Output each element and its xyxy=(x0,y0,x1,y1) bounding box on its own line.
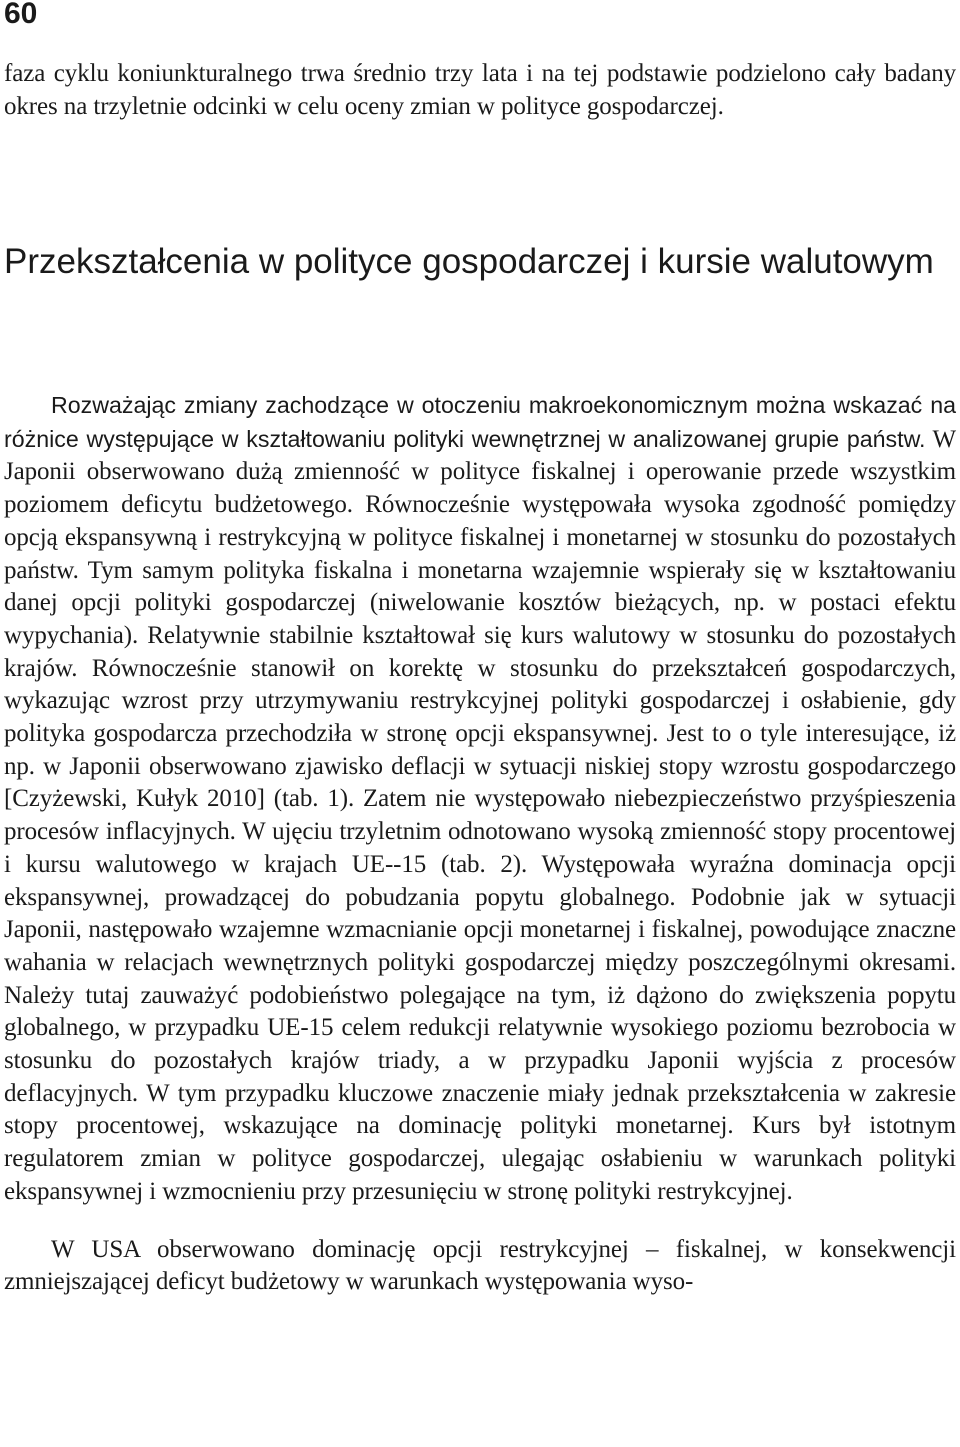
body-paragraph-sans-run: Rozważając zmiany zachodzące w otoczeniu makroekonomicznym można wskazać na różnice występujące w kształtowaniu polityki wewnętrznej w analizowanej grupie państw. xyxy=(4,392,956,452)
body-paragraph xyxy=(4,1234,956,1299)
body-paragraph-serif-run: W USA obserwowano dominację opcji restrykcyjnej – fiskalnej, w konsekwencji zmniejszającej deficyt budżetowy w warunkach występowania wyso- xyxy=(4,1235,956,1296)
section-heading: Przekształcenia w polityce gospodarczej i kursie walutowym xyxy=(4,242,934,281)
intro-paragraph: faza cyklu koniunkturalnego trwa średnio trzy lata i na tej podstawie podzielono cały badany okres na trzyletnie odcinki w celu oceny zmian w polityce gospodarczej. xyxy=(4,60,956,120)
page-number: 60 xyxy=(4,0,38,30)
body-paragraph-serif-run: W Japonii obserwowano dużą zmienność w polityce fiskalnej i operowanie przede wszystkim poziomem deficytu budżetowego. Równocześnie występowała wysoka zgodność pomiędzy opcją ekspansywną i restrykcyjną w polityce fiskalnej i monetarnej w stosunku do pozostałych państw. Tym samym polityka fiskalna i monetarna wzajemnie wspierały się w kształtowaniu danej opcji polityki gospodarczej (niwelowanie kosztów bieżących, np. w postaci efektu wypychania). Relatywnie stabilnie kształtował się kurs walutowy w stosunku do pozostałych krajów. Równocześnie stanowił on korektę w stosunku do przekształceń gospodarczych, wykazując wzrost przy utrzymywaniu restrykcyjnej polityki gospodarczej i osłabienie, gdy polityka gospodarcza przechodziła w stronę opcji ekspansywnej. Jest to o tyle interesujące, iż np. w Japonii obserwowano zjawisko deflacji w sytuacji niskiej stopy wzrostu gospodarczego [Czyżewski, Kułyk 2010] (tab. 1). Zatem nie występowało niebezpieczeństwo przyśpieszenia procesów inflacyjnych. W ujęciu trzyletnim odnotowano wysoką zmienność stopy procentowej i kursu walutowego w krajach UE--15 (tab. 2). Występowała wyraźna dominacja opcji ekspansywnej, prowadzącej do pobudzania popytu globalnego. Podobnie jak w sytuacji Japonii, następowało wzajemne wzmacnianie opcji monetarnej i fiskalnej, powodujące znaczne wahania w relacjach wewnętrznych polityki gospodarczej między poszczególnymi okresami. Należy tutaj zauważyć podobieństwo polegające na tym, iż dążono do zwiększenia popytu globalnego, w przypadku UE-15 celem redukcji relatywnie wysokiego poziomu bezrobocia w stosunku do pozostałych krajów triady, a w przypadku Japonii wyjścia z procesów deflacyjnych. W tym przypadku kluczowe znaczenie miały jednak przekształcenia w zakresie stopy procentowej, wskazujące na dominację polityki monetarnej. Kurs był istotnym regulatorem zmian w polityce gospodarczej, ulegając osłabieniu w warunkach polityki ekspansywnej i wzmocnieniu przy przesunięciu w stronę polityki restrykcyjnej. xyxy=(4,425,956,1205)
body-paragraph xyxy=(4,389,956,1209)
body-text xyxy=(4,364,956,1324)
